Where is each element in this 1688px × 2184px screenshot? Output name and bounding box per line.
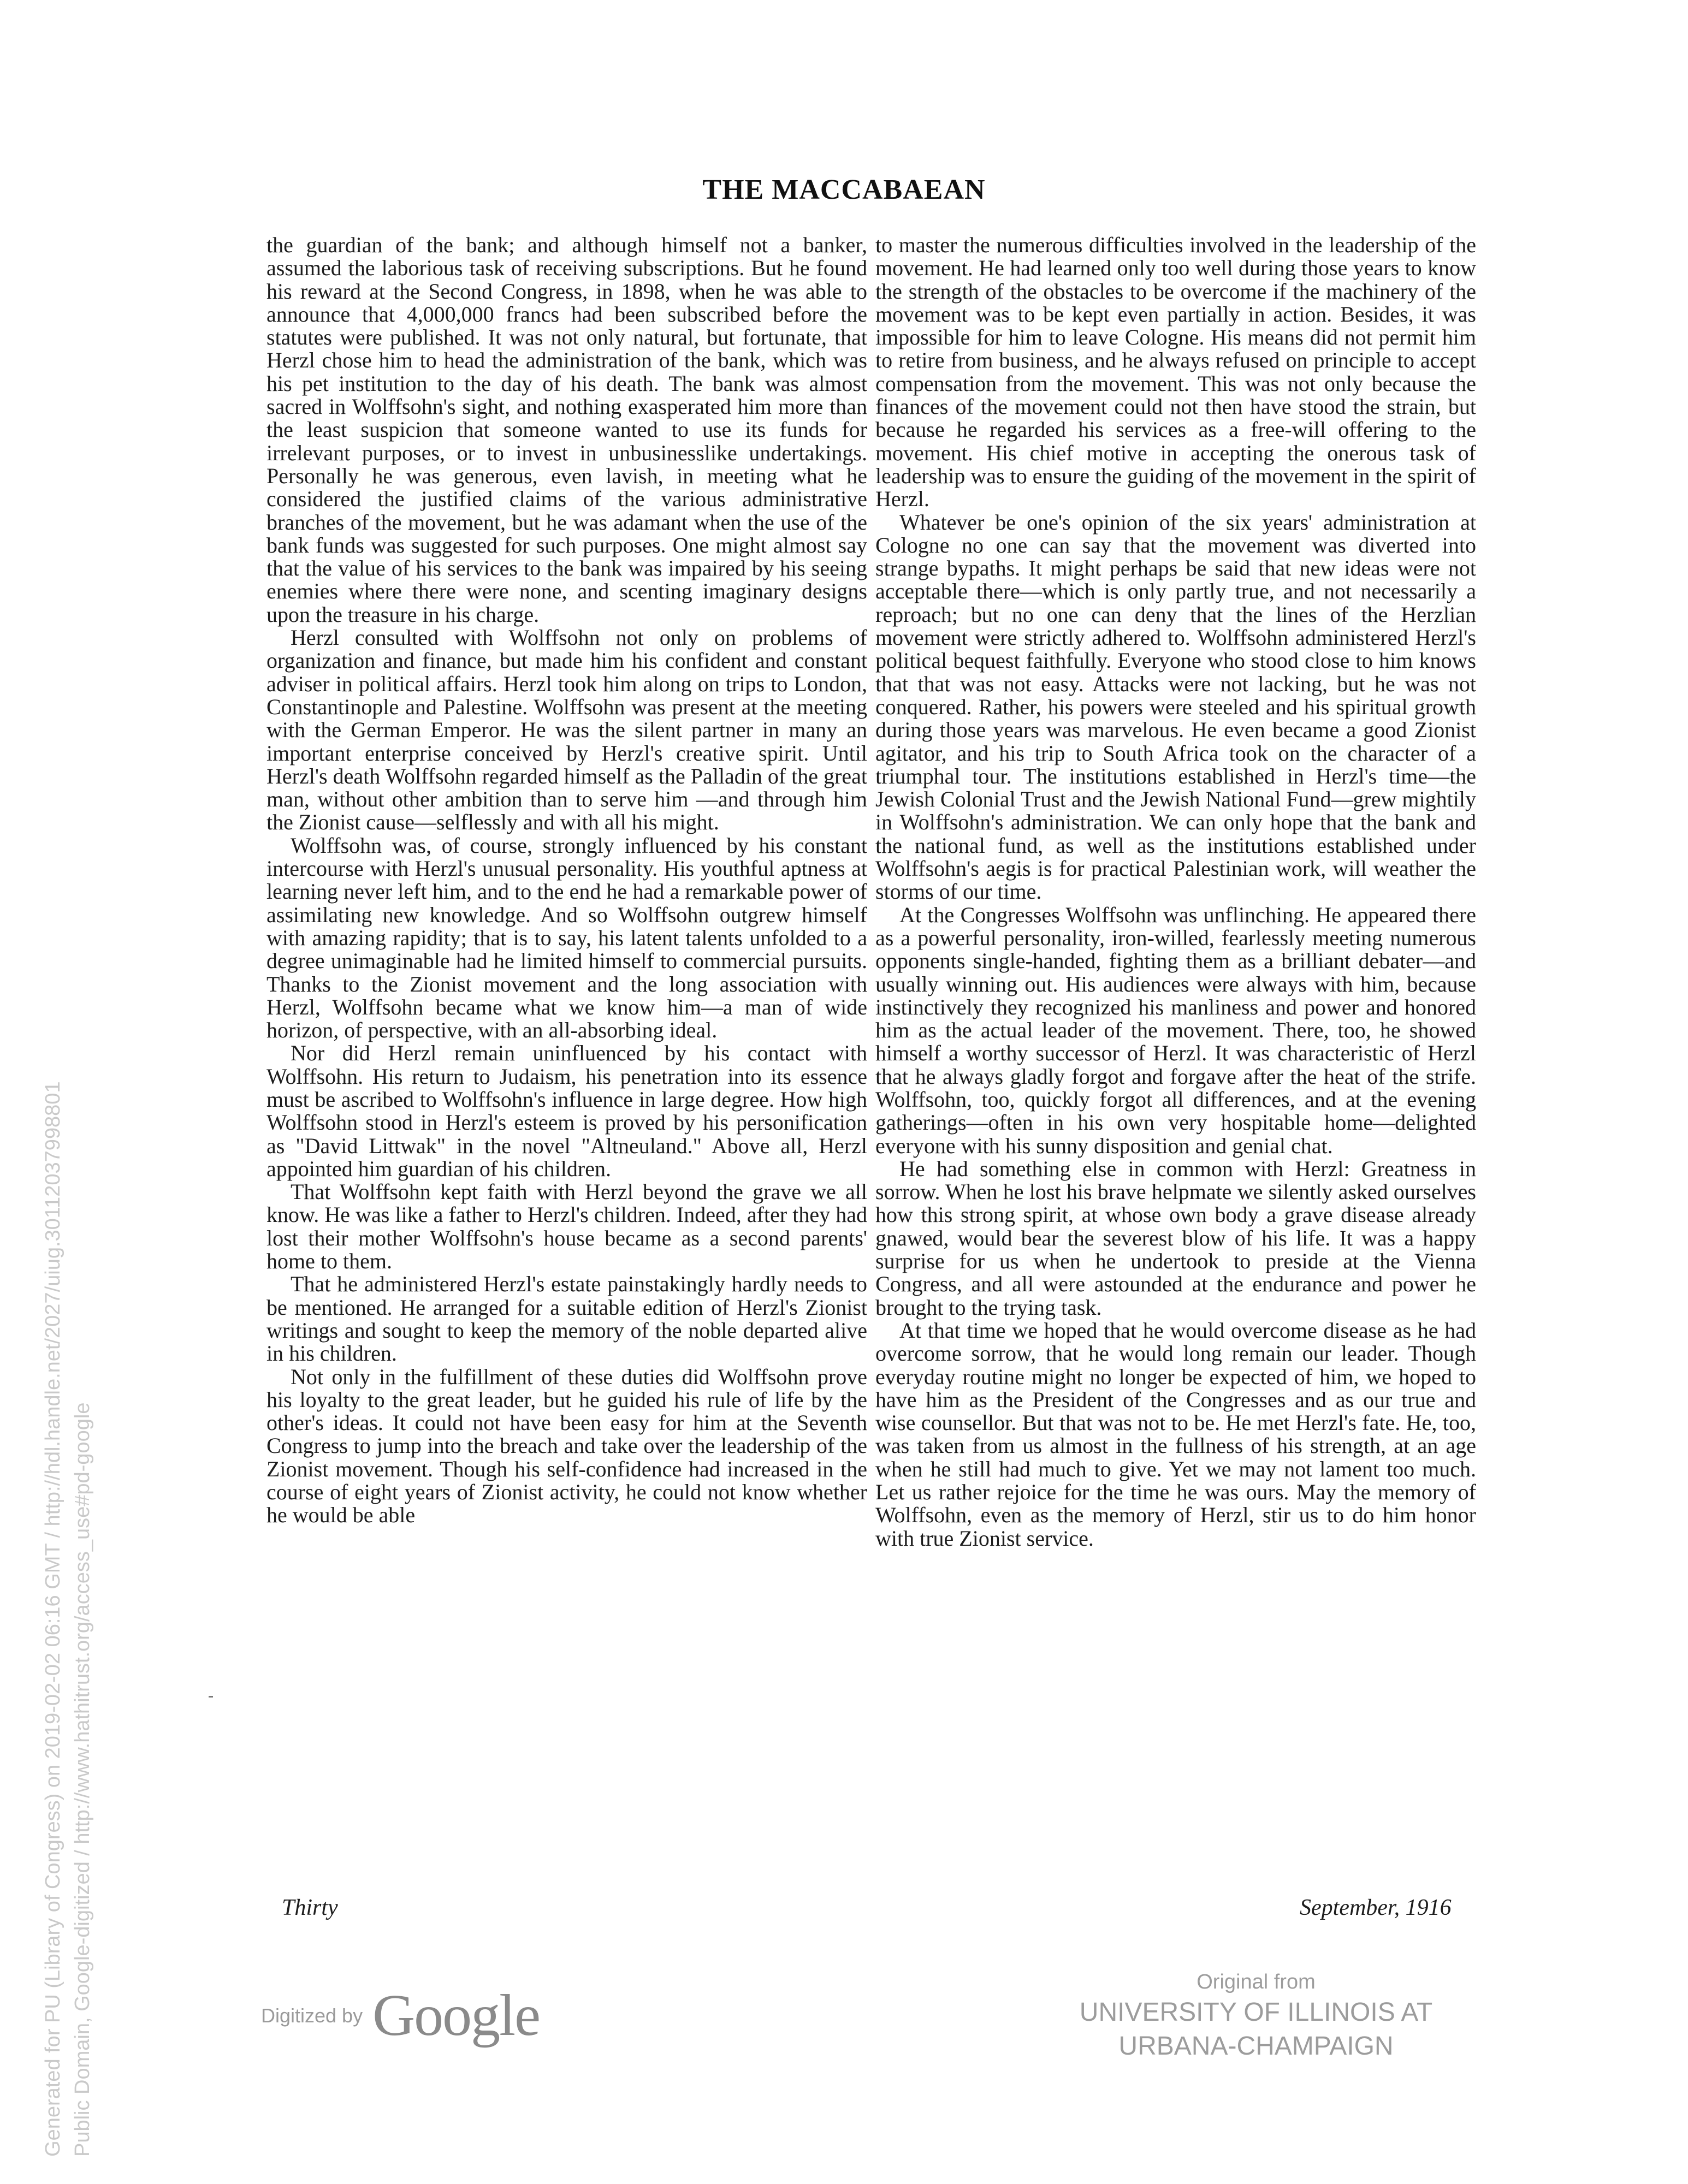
original-from-watermark [1065, 1968, 1447, 2063]
right-column [875, 234, 1476, 1550]
paragraph: He had something else in common with Herzl: Greatness in sorrow. When he lost his brave helpmate we silently asked ourselves how this strong spirit, at whose own body a grave disease already gnawed, would bear the severest blow of his life. It was a happy surprise for us when he undertook to preside at the Vienna Congress, and all were astounded at the endurance and power he brought to the trying task. [875, 1156, 1476, 1320]
stamp-line-1: Generated for PU (Library of Congress) on 2019-02-02 06:16 GMT / http://hdl.handle.net/2027/uiug.30112037998801 [42, 1081, 64, 2157]
paragraph: the guardian of the bank; and although himself not a banker, assumed the laborious task of receiving subscriptions. But he found his reward at the Second Congress, in 1898, when he was able to announce that 4,000,000 francs had been subscribed before the statutes were published. It was not only natural, but fortunate, that Herzl chose him to head the administration of the bank, which was his pet institution to the day of his death. The bank was almost sacred in Wolffsohn's sight, and nothing exasperated him more than the least suspicion that someone wanted to use its funds for irrelevant purposes, or to invest in unbusinesslike undertakings. Personally he was generous, even lavish, in meeting what he considered the justified claims of the various administrative branches of the movement, but he was adamant when the use of the bank funds was suggested for such purposes. One might almost say that the value of his services to the bank was impaired by his seeing enemies where there were none, and scenting imaginary designs upon the treasure in his charge. [266, 233, 867, 627]
google-digitized-watermark [261, 1982, 540, 2050]
paragraph: That he administered Herzl's estate painstakingly hardly needs to be mentioned. He arranged for a suitable edition of Herzl's Zionist writings and sought to keep the memory of the noble departed alive in his children. [266, 1272, 867, 1366]
paragraph: Not only in the fulfillment of these duties did Wolffsohn prove his loyalty to the great leader, but he guided his rule of life by the other's ideas. It could not have been easy for him at the Seventh Congress to jump into the breach and take over the leadership of the Zionist movement. Though his self-confidence had increased in the course of eight years of Zionist activity, he could not know whether he would be able [266, 1364, 867, 1528]
paragraph: Nor did Herzl remain uninfluenced by his contact with Wolffsohn. His return to Judaism, his penetration into its essence must be ascribed to Wolffsohn's influence in large degree. How high Wolffsohn stood in Herzl's esteem is proved by his personification as "David Littwak" in the novel "Altneuland." Above all, Herzl appointed him guardian of his children. [266, 1041, 867, 1181]
paragraph: At that time we hoped that he would overcome disease as he had overcome sorrow, that he would long remain our leader. Though everyday routine might no longer be expected of him, we hoped to have him as the President of the Congresses and as our true and wise counsellor. But that was not to be. He met Herzl's fate. He, too, was taken from us almost in the fullness of his strength, at an age when he still had much to give. Yet we may not lament too much. Let us rather rejoice for the time he was ours. May the memory of Wolffsohn, even as the memory of Herzl, stir us to do him honor with true Zionist service. [875, 1317, 1476, 1551]
stamp-line-2: Public Domain, Google-digitized / http://www.hathitrust.org/access_use#pd-google [71, 1402, 94, 2157]
original-from-label: Original from [1197, 1971, 1316, 1993]
digitized-by-label: Digitized by [261, 2004, 363, 2027]
paragraph: Wolffsohn was, of course, strongly influenced by his constant intercourse with Herzl's unusual personality. His youthful aptness at learning never left him, and to the end he had a remarkable power of assimilating new knowledge. And so Wolffsohn outgrew himself with amazing rapidity; that is to say, his latent talents unfolded to a degree unimaginable had he limited himself to commercial pursuits. Thanks to the Zionist movement and the long association with Herzl, Wolffsohn became what we know him—a man of wide horizon, of perspective, with an all-absorbing ideal. [266, 833, 867, 1043]
paragraph: That Wolffsohn kept faith with Herzl beyond the grave we all know. He was like a father to Herzl's children. Indeed, after they had lost their mother Wolffsohn's house became as a second parents' home to them. [266, 1179, 867, 1274]
hathitrust-stamp [38, 1081, 97, 2157]
page-title: THE MACCABAEAN [702, 174, 986, 205]
google-logo: Google [372, 1983, 540, 2048]
paragraph: to master the numerous difficulties involved in the leadership of the movement. He had learned only too well during those years to know the strength of the obstacles to be overcome if the machinery of the movement was to be kept even partially in action. Besides, it was impossible for him to leave Cologne. His means did not permit him to retire from business, and he always refused on principle to accept compensation from the movement. This was not only because the finances of the movement could not then have stood the strain, but because he regarded his services as a free-will offering to the movement. His chief motive in accepting the onerous task of leadership was to ensure the guiding of the movement in the spirit of Herzl. [875, 233, 1476, 512]
page-number: Thirty [282, 1895, 338, 1920]
paragraph: At the Congresses Wolffsohn was unflinching. He appeared there as a powerful personality, iron-willed, fearlessly meeting numerous opponents single-handed, fighting them as a brilliant debater—and usually winning out. His audiences were always with him, because instinctively they recognized his manliness and power and honored him as the actual leader of the movement. There, too, he showed himself a worthy successor of Herzl. It was characteristic of Herzl that he always gladly forgot and forgave after the heat of the strife. Wolffsohn, too, quickly forgot all differences, and at the evening gatherings—often in his own very hospitable home—delighted everyone with his sunny disposition and genial chat. [875, 902, 1476, 1158]
university-line-2: URBANA-CHAMPAIGN [1118, 2032, 1394, 2061]
margin-mark [209, 1696, 213, 1698]
left-column [266, 234, 867, 1527]
paragraph: Whatever be one's opinion of the six years' administration at Cologne no one can say that the movement was diverted into strange bypaths. It might perhaps be said that new ideas were not acceptable there—which is only partly true, and not necessarily a reproach; but no one can deny that the lines of the Herzlian movement were strictly adhered to. Wolffsohn administered Herzl's political bequest faithfully. Everyone who stood close to him knows that that was not easy. Attacks were not lacking, but he was not conquered. Rather, his powers were steeled and his spiritual growth during those years was marvelous. He even became a good Zionist agitator, and his trip to South Africa took on the character of a triumphal tour. The institutions established in Herzl's time—the Jewish Colonial Trust and the Jewish National Fund—grew mightily in Wolffsohn's administration. We can only hope that the bank and the national fund, as well as the institutions established under Wolffsohn's aegis is for practical Palestinian work, will weather the storms of our time. [875, 509, 1476, 904]
paragraph: Herzl consulted with Wolffsohn not only on problems of organization and finance, but made him his confident and constant adviser in political affairs. Herzl took him along on trips to London, Constantinople and Palestine. Wolffsohn was present at the meeting with the German Emperor. He was the silent partner in many an important enterprise conceived by Herzl's creative spirit. Until Herzl's death Wolffsohn regarded himself as the Palladin of the great man, without other ambition than to serve him —and through him the Zionist cause—selflessly and with all his might. [266, 625, 867, 835]
issue-date: September, 1916 [1300, 1895, 1452, 1920]
university-line-1: UNIVERSITY OF ILLINOIS AT [1079, 1998, 1433, 2027]
